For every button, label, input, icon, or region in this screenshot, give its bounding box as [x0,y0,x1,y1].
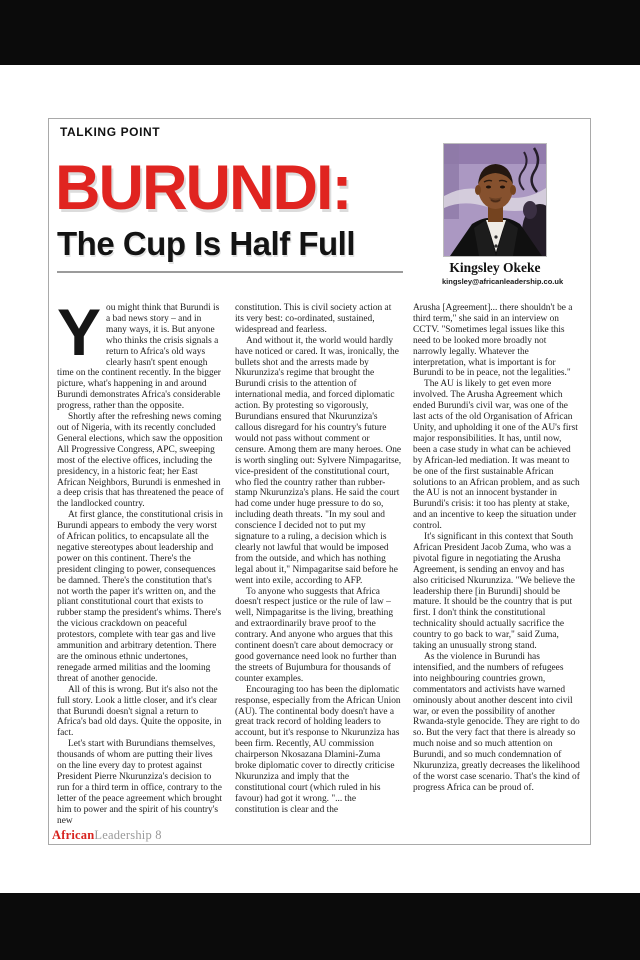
lead-paragraph [57,303,224,412]
article-column-2 [235,303,402,831]
headline-sub: The Cup Is Half Full [57,225,356,262]
top-letterbox-bar [0,0,640,65]
article-body [57,303,582,831]
paragraph: Encouraging too has been the diplomatic response, especially from the African Union (AU). The continental body doesn't have a great track record of holding leaders to account, but it's response to Nkurunziza has been firm. Recently, AU commission chairperson Nkosazana Dlamini-Zuma broke diplomatic cover to directly criticise Nkurunziza and imply that the constitutional court (which ruled in his favour) had got it wrong. "... the constitution is clear and the [235,684,401,815]
column-3-paragraphs [413,303,580,794]
footer-brand-gray: Leadership [94,828,152,842]
footer-brand-red: African [52,828,95,842]
author-email: kingsley@africanleadership.co.uk [442,277,564,286]
paragraph: The AU is likely to get even more involved. The Arusha Agreement which ended Burundi's civil war, was one of the last acts of the old Organisation of African Unity, and upholding it one of the AU's first major responsibilities. It has, until now, been a case study in what can be achieved by African-led mediation. It was meant to be one of the first sustainable African solutions to an African problem, and as such the AU is not an innocent bystander in Burundi's crisis: it too has plenty at stake, and an incentive to keep the situation under control. [413,379,580,532]
paragraph: To anyone who suggests that Africa doesn't respect justice or the rule of law – well, Nimpagaritse is the living, breathing and extraordinarily brave proof to the contrary. And anyone who argues that this continent doesn't care about democracy or good governance need look no further than the streets of Bujumbura for thousands of counter examples. [235,586,397,684]
page-footer [52,828,162,843]
headline-main: BURUNDI: [55,153,351,223]
paragraph: And without it, the world would hardly have noticed or cared. It was, ironically, the bullets shot and the arrests made by Nkurunziza's regime that brought the Burundi crisis to the attention of international media, and forced diplomatic action. By protesting so vigorously, Burundians ensured that Nkurunziza's callous disregard for his country's future would not pass without comment or censure. Among them are many heroes. One is worth singling out: Sylvere Nimpagaritse, vice-president of the constitutional court, who fled the country rather than rubber-stamp Nkurunziza's plans. He said the court had come under huge pressure to do so, including death threats. "In my soul and conscience I decided not to put my signature to a ruling, a decision which is clearly not lawful that would be imposed from the outside, and which has nothing legal about it," Nimpagaritse said before he went into exile, according to AFP. [235,335,402,586]
paragraph: constitution. This is civil society action at its very best: co-ordinated, sustained, widespread and fearless. [235,303,392,335]
author-photo [443,143,547,257]
article-column-3 [413,303,580,831]
author-block [442,143,564,286]
section-label: TALKING POINT [60,125,161,139]
footer-page-number: 8 [155,828,162,842]
magazine-page [48,118,591,845]
lead-paragraph-text: ou might think that Burundi is a bad news story – and in many ways, it is. But anyone who thinks the crisis signals a return to Africa's old ways clearly hasn't spent enough time on the continent recently. In the bigger picture, what's happening in and around Burundi demonstrates Africa's considerable progress, rather than the opposite. [57,303,221,412]
bottom-letterbox-bar [0,893,640,960]
article-column-1 [57,303,224,831]
paragraph: Shortly after the refreshing news coming out of Nigeria, with its recently concluded General elections, which saw the opposition All Progressive Congress, APC, sweeping most of the elective offices, including the presidency, in a historic feat; her East African Neighbors, Burundi is enmeshed in a deep crisis that has threatened the peace of the landlocked country. [57,412,224,510]
paragraph: At first glance, the constitutional crisis in Burundi appears to embody the very worst of African politics, to encapsulate all the negative stereotypes about leadership and power on this continent. There's the president clinging to power, consequences be damned. There's the constitution that's not worth the paper it's written on, and the pliant constitutional court that exists to rubber stamp the president's whims. There's the vicious crackdown on peaceful protestors, complete with tear gas and live ammunition and arbitrary detention. There are the ominous ethnic undertones, renegade armed militias and the looming threat of another genocide. [57,510,223,684]
paragraph: Arusha [Agreement]... there shouldn't be a third term," she said in an interview on CCTV. "Sometimes legal issues like this need to be looked more broadly not narrowly legally. Whatever the interpretation, what is important is for Burundi to be in peace, not the legalities." [413,303,573,379]
author-name: Kingsley Okeke [449,260,541,275]
paragraph: Let's start with Burundians themselves, thousands of whom are putting their lives on the line every day to protest against President Pierre Nkurunziza's decision to run for a third term in office, contrary to the letter of the peace agreement which brought him to power and the spirit of his country's new [57,739,223,826]
paragraph: As the violence in Burundi has intensified, and the numbers of refugees into neighbouring countries grown, commentators and activists have warned ominously about another descent into civil war, or even the possibility of another Rwanda-style genocide. They are right to do so. But the very fact that there is already so much noise and so much attention on Burundi, and so much condemnation of Nkurunziza, greatly decreases the likelihood of the worst case scenario. That's the kind of progress Africa can be proud of. [413,652,580,793]
paragraph: All of this is wrong. But it's also not the full story. Look a little closer, and it's clear that Burundi doesn't signal a return to Africa's bad old days. Quite the opposite, in fact. [57,684,222,739]
headline-rule [57,271,403,273]
column-1-paragraphs [57,412,224,826]
dropcap-letter: Y [57,303,102,369]
column-2-paragraphs [235,303,402,816]
paragraph: It's significant in this context that South African President Jacob Zuma, who was a pivotal figure in negotiating the Arusha Agreement, is sending an envoy and has also criticised Nkurunziza. "We believe the leadership there [in Burundi] should be mature. It should be the country that is put first. I don't think the constitutional technicality should actually sacrifice the country to go back to war," said Zuma, taking an unusually strong stand. [413,532,575,652]
